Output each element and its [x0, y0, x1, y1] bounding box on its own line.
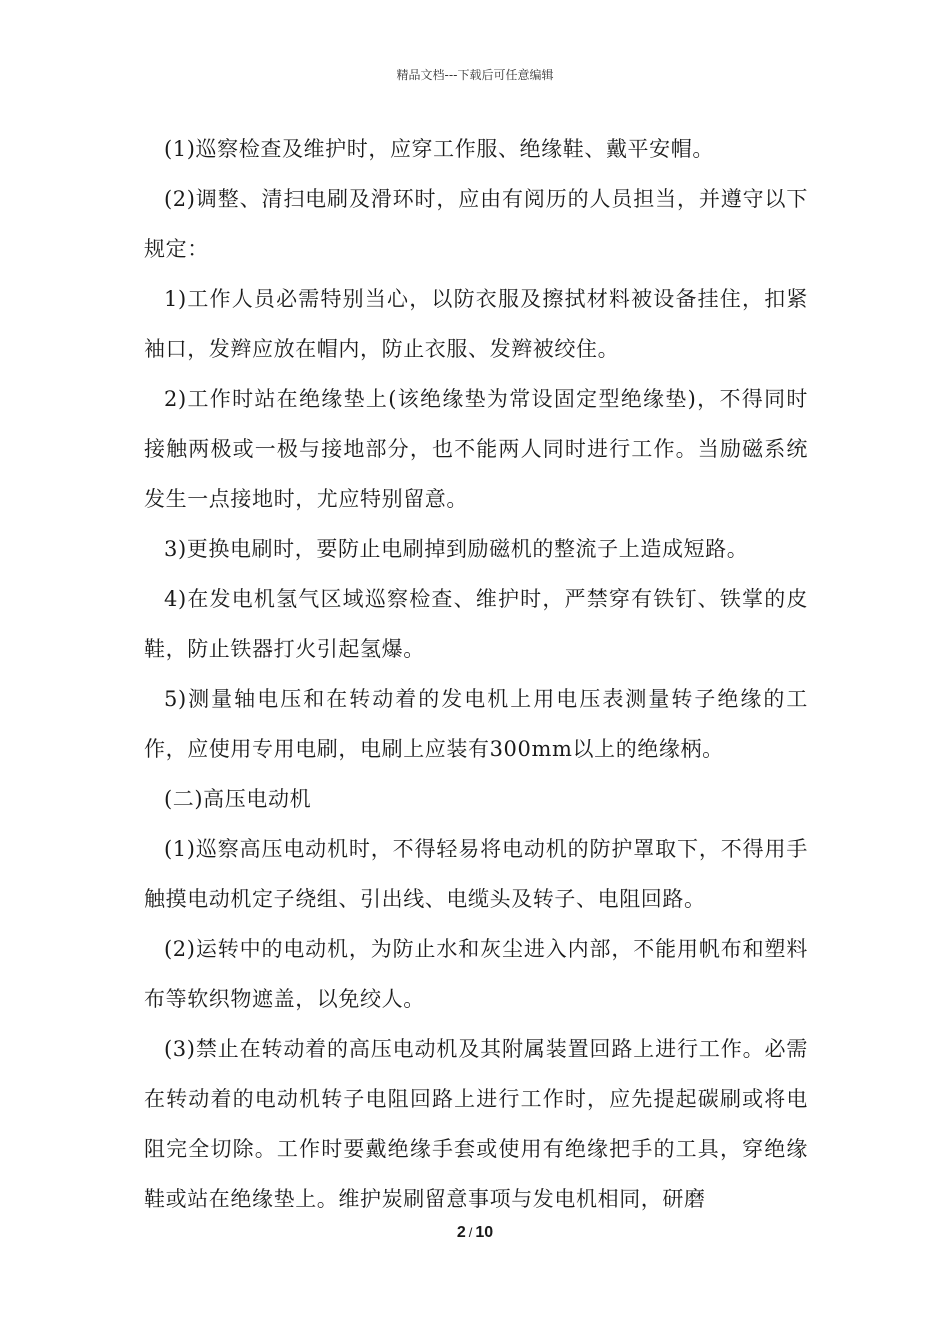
paragraph: 1)工作人员必需特别当心，以防衣服及擦拭材料被设备挂住，扣紧袖口，发辫应放在帽内，防止衣服、发辫被绞住。 [144, 287, 808, 361]
paragraph: 4)在发电机氢气区域巡察检查、维护时，严禁穿有铁钉、铁掌的皮鞋，防止铁器打火引起氢爆。 [144, 587, 808, 661]
page-number [0, 1224, 950, 1242]
paragraph: (2)运转中的电动机，为防止水和灰尘进入内部，不能用帆布和塑料布等软织物遮盖，以免绞人。 [144, 937, 808, 1011]
paragraph: 5)测量轴电压和在转动着的发电机上用电压表测量转子绝缘的工作，应使用专用电刷，电刷上应装有300mm以上的绝缘柄。 [144, 687, 808, 761]
paragraph: (2)调整、清扫电刷及滑环时，应由有阅历的人员担当，并遵守以下规定： [144, 187, 808, 261]
page-separator: / [468, 1225, 473, 1240]
section-heading: (二)高压电动机 [164, 787, 312, 811]
paragraph: 3)更换电刷时，要防止电刷掉到励磁机的整流子上造成短路。 [164, 537, 749, 561]
paragraph: (1)巡察检查及维护时，应穿工作服、绝缘鞋、戴平安帽。 [164, 137, 714, 161]
total-pages: 10 [475, 1224, 494, 1241]
paragraph: (3)禁止在转动着的高压电动机及其附属装置回路上进行工作。必需在转动着的电动机转子电阻回路上进行工作时，应先提起碳刷或将电阻完全切除。工作时要戴绝缘手套或使用有绝缘把手的工具，穿绝缘鞋或站在绝缘垫上。维护炭刷留意事项与发电机相同，研磨 [144, 1037, 808, 1211]
page-header: 精品文档---下载后可任意编辑 [396, 68, 554, 82]
document-body [144, 124, 808, 1224]
paragraph: (1)巡察高压电动机时，不得轻易将电动机的防护罩取下，不得用手触摸电动机定子绕组、引出线、电缆头及转子、电阻回路。 [144, 837, 808, 911]
paragraph: 2)工作时站在绝缘垫上(该绝缘垫为常设固定型绝缘垫)，不得同时接触两极或一极与接地部分，也不能两人同时进行工作。当励磁系统发生一点接地时，尤应特别留意。 [144, 387, 808, 511]
current-page: 2 [456, 1224, 466, 1241]
